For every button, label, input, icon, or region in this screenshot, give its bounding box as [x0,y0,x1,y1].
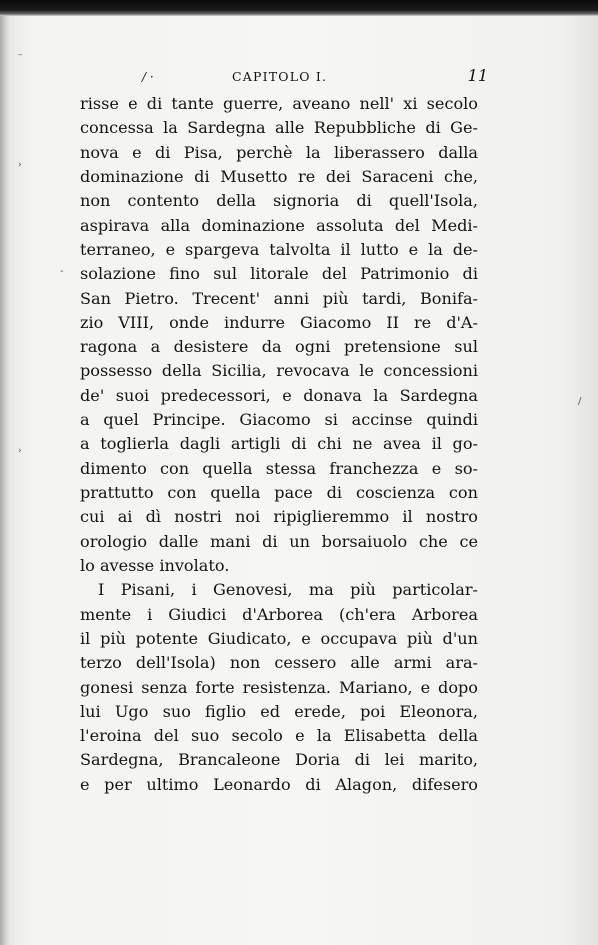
margin-mark: › [18,160,22,170]
text-line: San Pietro. Trecent' anni più tardi, Bonifa- [80,288,478,308]
text-line: I Pisani, i Genovesi, ma più particolar- [98,580,478,600]
text-line: aspirava alla dominazione assoluta del Medi- [80,215,478,235]
text-line: il più potente Giudicato, e occupava più d'un [80,628,478,648]
text-line: lo avesse involato. [80,555,230,575]
text-line: a quel Principe. Giacomo si accinse quindi [80,410,478,430]
text-line: terraneo, e spargeva talvolta il lutto e la de- [80,239,478,259]
text-line: cui ai dì nostri noi ripiglieremmo il nostro [80,507,478,527]
text-line: risse e di tante guerre, aveano nell' xi secolo [80,94,478,113]
text-line: concessa la Sardegna alle Repubbliche di Ge- [80,118,478,138]
page-top-edge [0,0,598,16]
page-number: 11 [467,66,488,85]
text-line: Sardegna, Brancaleone Doria di lei marito, [80,750,478,770]
text-line: solazione fino sul litorale del Patrimonio di [80,264,478,284]
text-line: ragona a desistere da ogni pretensione sul [80,337,478,357]
text-line: a toglierla dagli artigli di chi ne avea il go- [80,434,478,454]
margin-mark: › [18,446,22,456]
text-line: dominazione di Musetto re dei Saraceni che, [80,166,478,186]
text-line: mente i Giudici d'Arborea (ch'era Arborea [80,604,478,624]
text-line: possesso della Sicilia, revocava le concessioni [80,361,478,381]
text-line: de' suoi predecessori, e donava la Sardegna [80,385,478,405]
text-line: orologio dalle mani di un borsaiuolo che ce [80,531,478,551]
text-line: zio VIII, onde indurre Giacomo II re d'A- [80,312,478,332]
text-line: l'eroina del suo secolo e la Elisabetta della [80,726,478,746]
text-line: dimento con quella stessa franchezza e so- [80,458,478,478]
text-line: lui Ugo suo figlio ed erede, poi Eleonora, [80,701,478,721]
gutter-shadow [0,16,10,945]
margin-mark: - [60,266,64,277]
margin-mark: – [18,50,23,60]
text-line: non contento della signoria di quell'Isola, [80,191,478,211]
text-line: e per ultimo Leonardo di Alagon, difesero [80,774,478,794]
body-text [80,92,478,797]
running-head-mark: / · [142,70,154,84]
text-line: gonesi senza forte resistenza. Mariano, e dopo [80,677,478,697]
margin-mark: / [578,396,582,407]
text-line: prattutto con quella pace di coscienza con [80,483,478,502]
text-line: terzo dell'Isola) non cessero alle armi ara- [80,653,478,673]
text-line: nova e di Pisa, perchè la liberassero dalla [80,142,478,162]
chapter-title: CAPITOLO I. [232,69,328,84]
running-head [80,66,490,88]
